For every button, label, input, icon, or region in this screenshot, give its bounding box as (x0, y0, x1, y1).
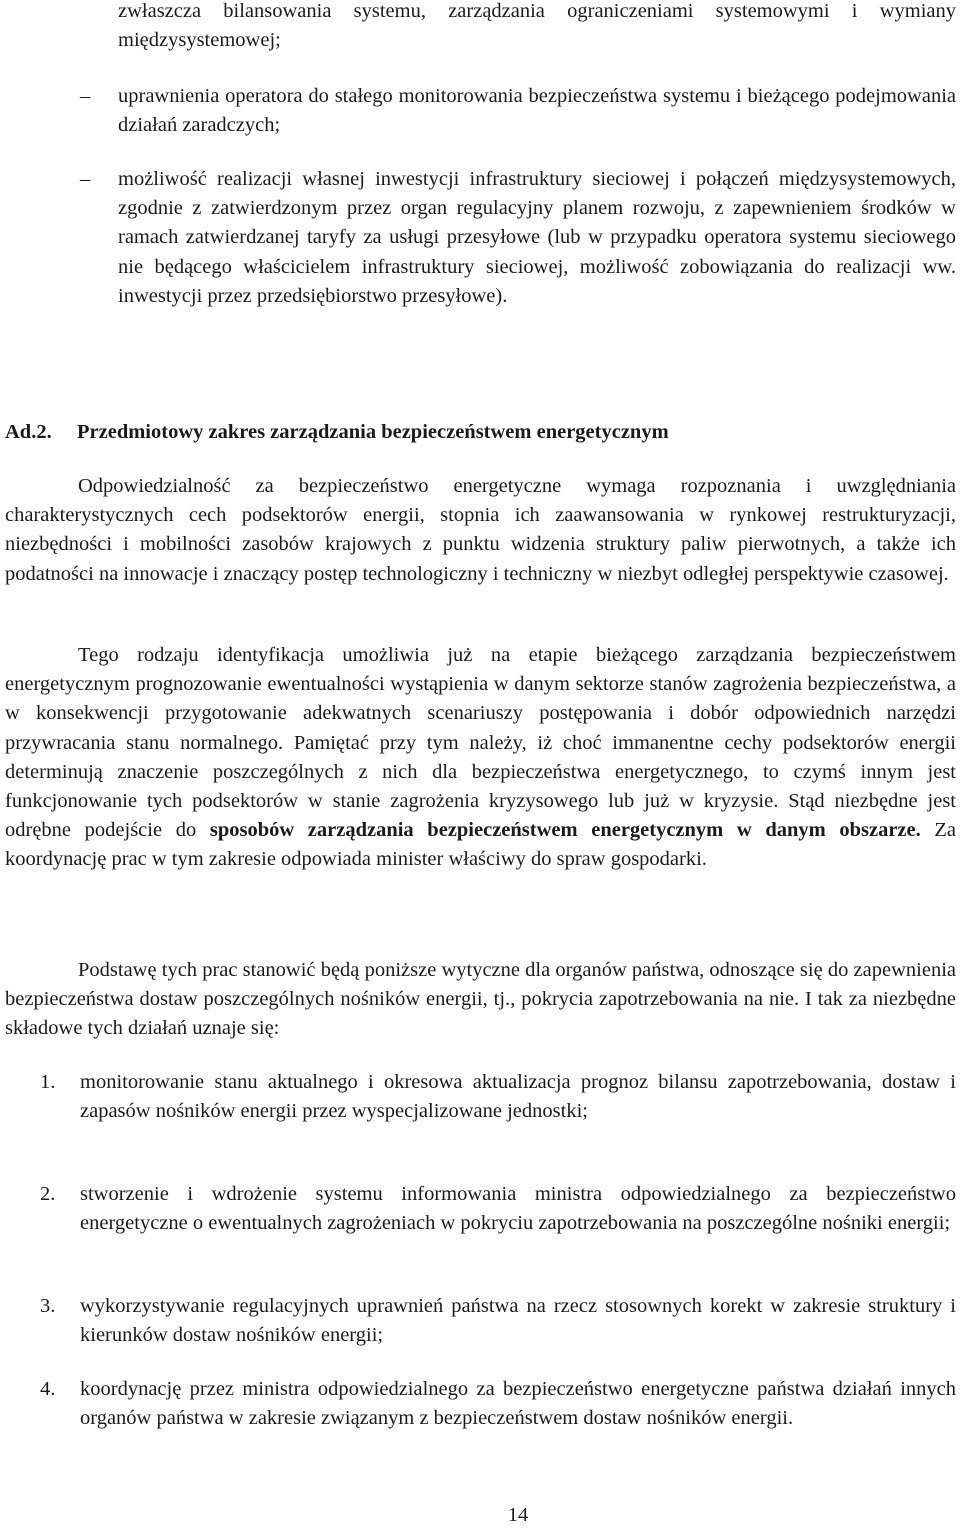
list-text: koordynację przez ministra odpowiedzialnego za bezpieczeństwo energetyczne państwa działań innych organów państwa w zakresie związanym z bezpieczeństwem dostaw nośników energii. (80, 1378, 956, 1430)
bold-emphasis: sposobów zarządzania bezpieczeństwem energetycznym w danym obszarze. (209, 819, 921, 842)
paragraph (5, 641, 956, 875)
paragraph-text: Podstawę tych prac stanowić będą poniższe wytyczne dla organów państwa, odnoszące się do zapewnienia bezpieczeństwa dostaw poszczególnych nośników energii, tj., pokrycia zapotrzebowania na nie. I tak za niezbędne składowe tych działań uznaje się: (5, 959, 956, 1040)
bullet-text: możliwość realizacji własnej inwestycji infrastruktury sieciowej i połączeń międzysystemowych, zgodnie z zatwierdzonym przez organ regulacyjny planem rozwoju, z zapewnieniem środków w ramach zatwierdzanej taryfy za usługi przesyłowe (lub w przypadku operatora systemu sieciowego nie będącego właścicielem infrastruktury sieciowej, możliwość zobowiązania do realizacji ww. inwestycji przez przedsiębiorstwo przesyłowe). (118, 168, 956, 307)
paragraph-text-end: Za koordynację prac w tym zakresie odpowiada minister właściwy do spraw gospodarki. (5, 819, 957, 871)
paragraph-text: Tego rodzaju identyfikacja umożliwia już na etapie bieżącego zarządzania bezpieczeństwem energetycznym prognozowanie ewentualności wystąpienia w danym sektorze stanów zagrożenia bezpieczeństwa, a w konsekwencji przygotowanie adekwatnych scenariuszy postępowania i dobór odpowiednich narzędzi przywracania stanu normalnego. Pamiętać przy tym należy, iż choć immanentne cechy podsektorów energii determinują znaczenie poszczególnych z nich dla bezpieczeństwa energetycznego, to czymś innym jest funkcjonowanie tych podsektorów w stanie zagrożenia kryzysowego lub już w kryzysie. Stąd niezbędne jest odrębne podejście do (5, 644, 956, 842)
section-heading (5, 418, 669, 447)
dash-marker: – (80, 168, 91, 190)
list-number: 1. (40, 1071, 56, 1093)
list-number: 3. (40, 1295, 56, 1317)
page-number: 14 (507, 1504, 529, 1526)
dash-marker: – (80, 85, 91, 107)
section-title: Przedmiotowy zakres zarządzania bezpieczeństwem energetycznym (77, 421, 669, 443)
paragraph-text: Odpowiedzialność za bezpieczeństwo energetyczne wymaga rozpoznania i uwzględniania charakterystycznych cech podsektorów energii, stopnia ich zaawansowania w rynkowej restrukturyzacji, niezbędności i mobilności zasobów krajowych z punktu widzenia struktury paliw pierwotnych, a także ich podatności na innowacje i znaczący postęp technologiczny i techniczny w niezbyt odległej perspektywie czasowej. (5, 475, 956, 585)
continued-text: zwłaszcza bilansowania systemu, zarządzania ograniczeniami systemowymi i wymiany międzysystemowej; (118, 0, 956, 52)
list-text: stworzenie i wdrożenie systemu informowania ministra odpowiedzialnego za bezpieczeństwo energetyczne o ewentualnych zagrożeniach w pokryciu zapotrzebowania na poszczególne nośniki energii; (80, 1183, 956, 1235)
list-text: monitorowanie stanu aktualnego i okresowa aktualizacja prognoz bilansu zapotrzebowania, dostaw i zapasów nośników energii przez wyspecjalizowane jednostki; (80, 1071, 956, 1123)
list-number: 4. (40, 1378, 56, 1400)
paragraph (5, 956, 956, 1044)
paragraph (5, 472, 956, 589)
list-text: wykorzystywanie regulacyjnych uprawnień państwa na rzecz stosownych korekt w zakresie struktury i kierunków dostaw nośników energii; (80, 1295, 956, 1347)
bullet-text: uprawnienia operatora do stałego monitorowania bezpieczeństwa systemu i bieżącego podejmowania działań zaradczych; (118, 85, 956, 137)
section-number: Ad.2. (5, 421, 52, 443)
list-number: 2. (40, 1183, 56, 1205)
